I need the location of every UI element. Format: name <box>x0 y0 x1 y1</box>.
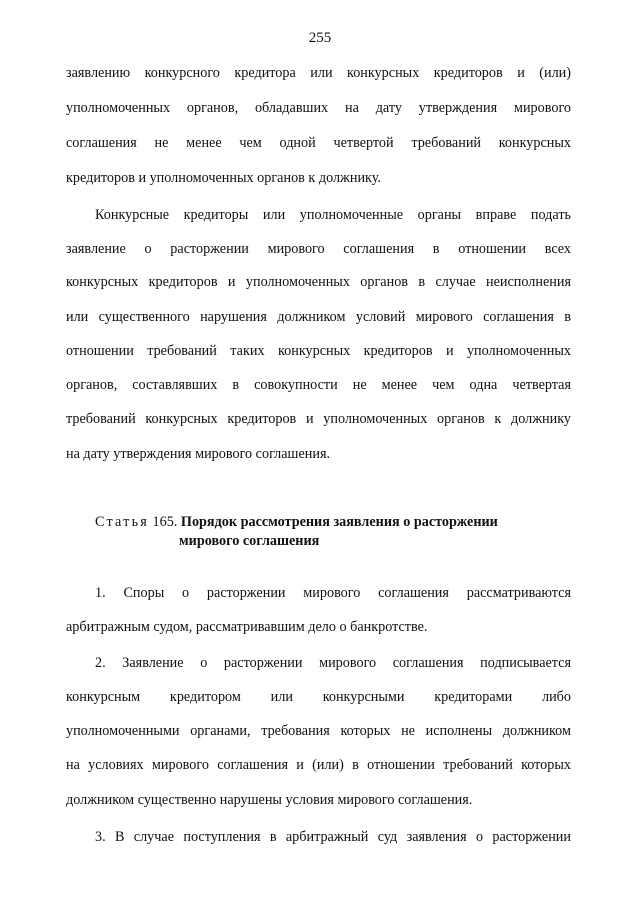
clause-3-line: 3. В случае поступления в арбитражный суд заявления о расторжении <box>95 829 571 845</box>
page-number: 255 <box>308 30 332 46</box>
paragraph-2-line: органов, составлявших в совокупности не менее чем одна четвертая <box>66 377 571 393</box>
clause-2-line: на условиях мирового соглашения и (или) в отношении требований которых <box>66 757 571 773</box>
paragraph-2-line: или существенного нарушения должником условий мирового соглашения в <box>66 309 571 325</box>
article-number: 165. <box>152 514 178 530</box>
paragraph-1-line: заявлению конкурсного кредитора или конкурсных кредиторов и (или) <box>66 65 571 81</box>
article-title-continued: мирового соглашения <box>179 533 320 549</box>
paragraph-2-line: Конкурсные кредиторы или уполномоченные органы вправе подать <box>95 207 571 223</box>
paragraph-2-line: отношении требований таких конкурсных кредиторов и уполномоченных <box>66 343 571 359</box>
paragraph-2-line: конкурсных кредиторов и уполномоченных органов в случае неисполнения <box>66 274 571 290</box>
clause-2-line: должником существенно нарушены условия мирового соглашения. <box>66 792 473 808</box>
clause-1-line: арбитражным судом, рассматривавшим дело о банкротстве. <box>66 619 428 635</box>
clause-1-line: 1. Споры о расторжении мирового соглашения рассматриваются <box>95 585 571 601</box>
paragraph-1-line: соглашения не менее чем одной четвертой требований конкурсных <box>66 135 571 151</box>
clause-2-line: конкурсным кредитором или конкурсными кредиторами либо <box>66 689 571 705</box>
paragraph-2-line: требований конкурсных кредиторов и уполномоченных органов к должнику <box>66 411 571 427</box>
clause-2-line: уполномоченными органами, требования которых не исполнены должником <box>66 723 571 739</box>
paragraph-1-line: кредиторов и уполномоченных органов к должнику. <box>66 170 381 186</box>
article-title: Порядок рассмотрения заявления о расторжении <box>180 514 498 530</box>
article-label: Статья <box>95 514 149 530</box>
clause-2-line: 2. Заявление о расторжении мирового соглашения подписывается <box>95 655 571 671</box>
paragraph-2-line: на дату утверждения мирового соглашения. <box>66 446 331 462</box>
paragraph-1-line: уполномоченных органов, обладавших на дату утверждения мирового <box>66 100 571 116</box>
article-heading <box>95 513 575 551</box>
paragraph-2-line: заявление о расторжении мирового соглашения в отношении всех <box>66 241 571 257</box>
